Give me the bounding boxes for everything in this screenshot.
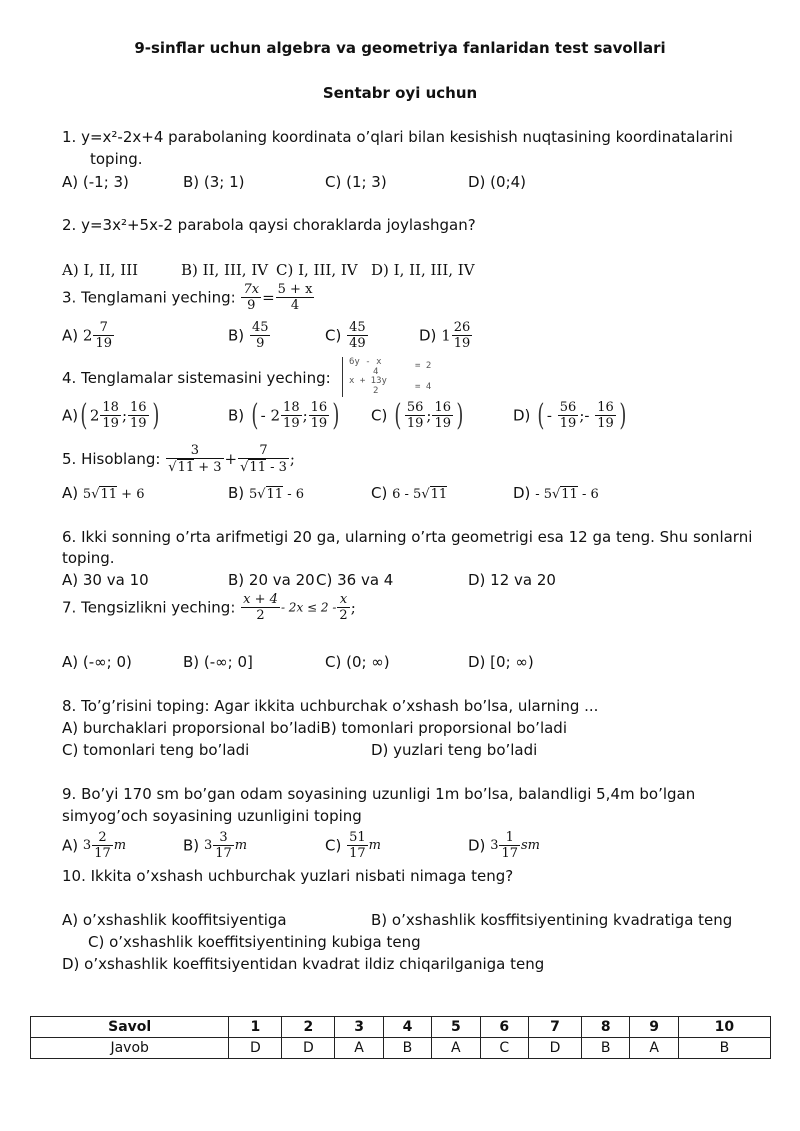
question-5-text: 5. Hisoblang: — [62, 450, 161, 468]
page-title: 9-sinflar uchun algebra va geometriya fanlaridan test savollari — [134, 39, 666, 57]
q4-equation-system: 6y - x = 2 4 x + 13y = 4 2 — [342, 357, 453, 397]
q4-option-a: A)( 2 $\frac{18}{19}$ ; $\frac{16}{19}$ ) — [62, 397, 159, 433]
q2-option-a: A) I, II, III — [62, 261, 139, 279]
q7-option-c: C) (0; ∞) — [325, 653, 390, 671]
q2-option-c: C) I, III, IV — [276, 261, 358, 279]
q5-term-1: $\frac{3}{√11 + 3}$ — [168, 443, 222, 475]
q4-option-d: D) ( - $\frac{56}{19}$ ;- $\frac{16}{19}$ ) — [513, 397, 627, 433]
q5-option-a: A) 5√11 + 6 — [62, 484, 145, 502]
question-3: 3. Tenglamani yeching: $\frac{7x}{9}$ = $\frac{5 + x}{4}$ — [62, 282, 313, 313]
q3-rhs-fraction: $\frac{5 + x}{4}$ — [277, 282, 313, 313]
table-cell: C — [480, 1038, 529, 1059]
table-cell: 9 — [630, 1017, 678, 1038]
q8-option-c: C) tomonlari teng bo’ladi — [62, 741, 250, 759]
question-9-text-cont: simyog’och soyasining uzunligini toping — [62, 807, 362, 825]
q6-option-c: C) 36 va 4 — [316, 571, 394, 589]
table-cell: 4 — [383, 1017, 431, 1038]
q5-option-d: D) - 5√11 - 6 — [513, 484, 599, 502]
q3-lhs-fraction: $\frac{7x}{9}$ — [243, 282, 260, 313]
q10-option-a: A) o’xshashlik kooffitsiyentiga — [62, 911, 287, 929]
q9-option-a: A) 3 $\frac{2}{17}$ m — [62, 830, 127, 861]
q8-options-ab: A) burchaklari proporsional bo’ladiB) tomonlari proporsional bo’ladi — [62, 719, 567, 737]
table-cell: 7 — [529, 1017, 582, 1038]
q7-option-b: B) (-∞; 0] — [183, 653, 253, 671]
table-cell: Savol — [31, 1017, 229, 1038]
page-subtitle: Sentabr oyi uchun — [322, 84, 478, 102]
q3-option-b: B) $\frac{45}{9}$ — [228, 320, 269, 351]
table-cell: B — [582, 1038, 630, 1059]
table-cell: 5 — [432, 1017, 480, 1038]
question-5: 5. Hisoblang: $\frac{3}{√11 + 3}$ + $\frac{7}{√11 - 3}$ ; — [62, 443, 295, 475]
q10-option-d: D) o’xshashlik koeffitsiyentidan kvadrat ildiz chiqarilganiga teng — [62, 955, 545, 973]
answer-table-row — [31, 1038, 771, 1059]
q7-option-d: D) [0; ∞) — [468, 653, 534, 671]
table-cell: B — [678, 1038, 770, 1059]
q1-option-c: C) (1; 3) — [325, 173, 387, 191]
q7-option-a: A) (-∞; 0) — [62, 653, 132, 671]
q10-option-c: C) o’xshashlik koeffitsiyentining kubiga teng — [88, 933, 421, 951]
question-2-text: 2. y=3x²+5x-2 parabola qaysi choraklarda joylashgan? — [62, 216, 476, 234]
q6-option-d: D) 12 va 20 — [468, 571, 556, 589]
q10-option-b: B) o’xshashlik kosffitsiyentining kvadratiga teng — [371, 911, 733, 929]
q6-option-a: A) 30 va 10 — [62, 571, 149, 589]
q4-option-b: B) ( - 2 $\frac{18}{19}$ ; $\frac{16}{19}$ ) — [228, 397, 340, 433]
table-cell: 10 — [678, 1017, 770, 1038]
table-cell: 2 — [282, 1017, 335, 1038]
table-cell: D — [229, 1038, 282, 1059]
question-9-text: 9. Bo’yi 170 sm bo’gan odam soyasining uzunligi 1m bo’lsa, balandligi 5,4m bo’lgan — [62, 785, 696, 803]
table-cell: A — [432, 1038, 480, 1059]
q1-option-a: A) (-1; 3) — [62, 173, 129, 191]
table-cell: 1 — [229, 1017, 282, 1038]
table-cell: D — [282, 1038, 335, 1059]
q1-option-d: D) (0;4) — [468, 173, 527, 191]
q5-option-b: B) 5√11 - 6 — [228, 484, 304, 502]
question-4-text: 4. Tenglamalar sistemasini yeching: — [62, 369, 331, 387]
answer-table — [30, 1016, 771, 1059]
question-8-text: 8. To’g’risini toping: Agar ikkita uchburchak o’xshash bo’lsa, ularning ... — [62, 697, 599, 715]
table-cell: A — [630, 1038, 678, 1059]
question-7: 7. Tengsizlikni yeching: $\frac{x + 4}{2}$ - 2x ≤ 2 - $\frac{x}{2}$ ; — [62, 592, 356, 623]
q9-option-d: D) 3 $\frac{1}{17}$ sm — [468, 830, 541, 861]
q9-option-b: B) 3 $\frac{3}{17}$ m — [183, 830, 248, 861]
question-3-text: 3. Tenglamani yeching: — [62, 288, 236, 307]
question-6-text: 6. Ikki sonning o’rta arifmetigi 20 ga, ularning o’rta geometrigi esa 12 ga teng. Shu sonlarni — [62, 528, 753, 546]
question-6-text-cont: toping. — [62, 549, 115, 567]
question-1-text: 1. y=x²-2x+4 parabolaning koordinata o’qlari bilan kesishish nuqtasining koordinatalarini — [62, 128, 733, 146]
q4-option-c: C) ( $\frac{56}{19}$ ; $\frac{16}{19}$ ) — [371, 397, 464, 433]
q3-option-d: D) 1 $\frac{26}{19}$ — [419, 320, 471, 351]
table-cell: A — [335, 1038, 383, 1059]
question-7-text: 7. Tengsizlikni yeching: — [62, 598, 236, 617]
question-10-text: 10. Ikkita o’xshash uchburchak yuzlari nisbati nimaga teng? — [62, 867, 514, 885]
q3-option-c: C) $\frac{45}{49}$ — [325, 320, 366, 351]
q6-option-b: B) 20 va 20 — [228, 571, 315, 589]
table-cell: 3 — [335, 1017, 383, 1038]
q9-option-c: C) $\frac{51}{17}$ m — [325, 830, 381, 861]
q1-option-b: B) (3; 1) — [183, 173, 245, 191]
table-cell: B — [383, 1038, 431, 1059]
table-cell: D — [529, 1038, 582, 1059]
q2-option-d: D) I, II, III, IV — [371, 261, 475, 279]
table-cell: 8 — [582, 1017, 630, 1038]
question-1-text-cont: toping. — [90, 150, 143, 168]
table-cell: Javob — [31, 1038, 229, 1059]
answer-table-header-row — [31, 1017, 771, 1038]
q5-term-2: $\frac{7}{√11 - 3}$ — [240, 443, 287, 475]
q3-option-a: A) 2 $\frac{7}{19}$ — [62, 320, 112, 351]
q5-option-c: C) 6 - 5√11 — [371, 484, 448, 502]
table-cell: 6 — [480, 1017, 529, 1038]
q2-option-b: B) II, III, IV — [181, 261, 269, 279]
q8-option-d: D) yuzlari teng bo’ladi — [371, 741, 538, 759]
